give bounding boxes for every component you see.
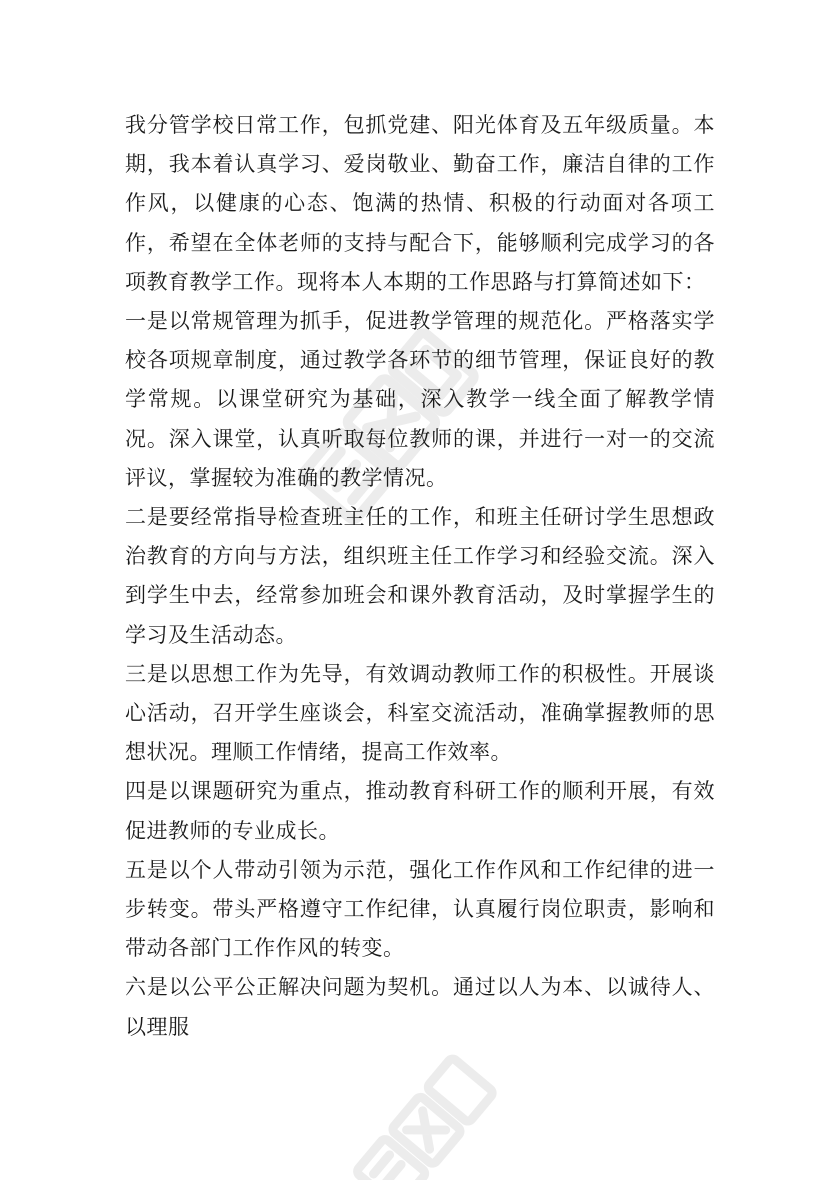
paragraph-item-6: 六是以公平公正解决问题为契机。通过以人为本、以诚待人、以理服 bbox=[125, 975, 715, 1039]
watermark-logo-bottom bbox=[330, 1040, 530, 1180]
paragraph-item-2: 二是要经常指导检查班主任的工作，和班主任研讨学生思想政治教育的方向与方法，组织班主任工作学习和经验交流。深入到学生中去，经常参加班会和课外教育活动，及时掌握学生的学习及生活动态。 bbox=[125, 505, 715, 647]
paragraph-item-5: 五是以个人带动引领为示范，强化工作作风和工作纪律的进一步转变。带头严格遵守工作纪律，认真履行岗位职责，影响和带动各部门工作作风的转变。 bbox=[125, 857, 715, 961]
paragraph-item-4: 四是以课题研究为重点，推动教育科研工作的顺利开展，有效促进教师的专业成长。 bbox=[125, 779, 715, 843]
paragraph-intro: 我分管学校日常工作，包抓党建、阳光体育及五年级质量。本期，我本着认真学习、爱岗敬业、勤奋工作，廉洁自律的工作作风，以健康的心态、饱满的热情、积极的行动面对各项工作，希望在全体老师的支持与配合下，能够顺利完成学习的各项教育教学工作。现将本人本期的工作思路与打算简述如下： bbox=[125, 113, 715, 294]
paragraph-item-3: 三是以思想工作为先导，有效调动教师工作的积极性。开展谈心活动，召开学生座谈会，科室交流活动，准确掌握教师的思想状况。理顺工作情绪，提高工作效率。 bbox=[125, 661, 715, 765]
document-body bbox=[125, 106, 715, 1047]
paragraph-item-1: 一是以常规管理为抓手，促进教学管理的规范化。严格落实学校各项规章制度，通过教学各环节的细节管理，保证良好的教学常规。以课堂研究为基础，深入教学一线全面了解教学情况。深入课堂，认真听取每位教师的课，并进行一对一的交流评议，掌握较为准确的教学情况。 bbox=[125, 309, 715, 490]
